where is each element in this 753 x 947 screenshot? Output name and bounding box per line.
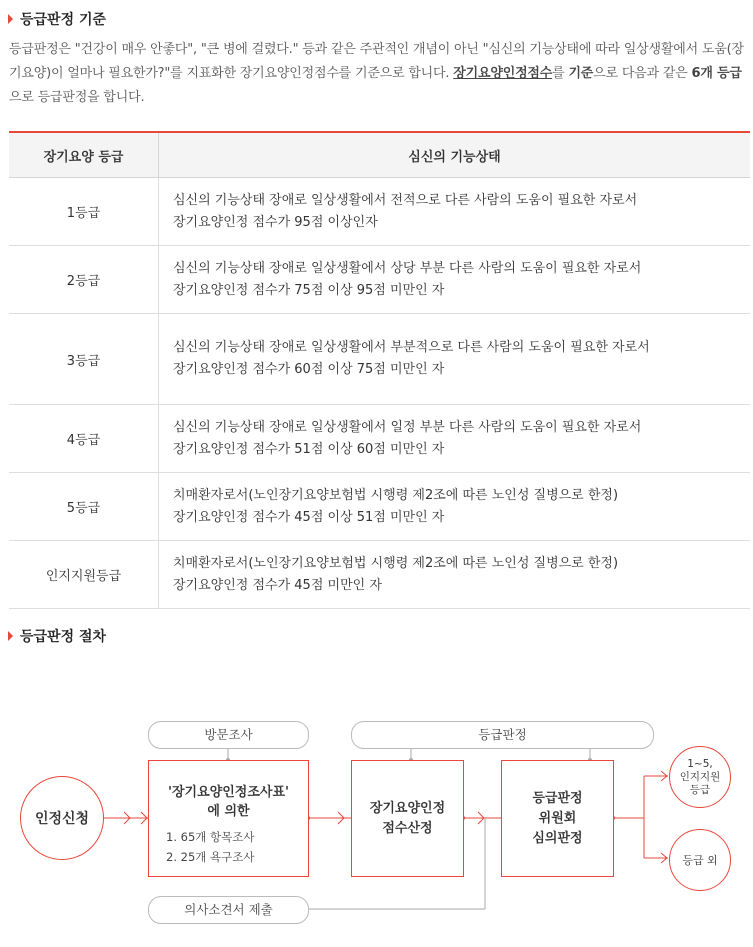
result2-label: 등급 외 xyxy=(682,854,718,867)
box1-item: 2. 25개 욕구조사 xyxy=(166,850,255,864)
grade-cell: 5등급 xyxy=(9,473,159,541)
grade-cell: 2등급 xyxy=(9,246,159,314)
section-title-text: 등급판정 절차 xyxy=(20,629,107,645)
header-grade: 장기요양 등급 xyxy=(9,132,159,178)
box2-line: 장기요양인정 xyxy=(369,800,446,816)
result1-line: 인지지원 xyxy=(679,770,721,783)
result-grade-circle xyxy=(669,746,731,808)
section-title-text: 등급판정 기준 xyxy=(20,12,107,28)
description-line: 치매환자로서(노인장기요양보험법 시행령 제2조에 따른 노인성 질병으로 한정) xyxy=(173,555,619,571)
description-line: 심신의 기능상태 장애로 일상생활에서 전적으로 다른 사람의 도움이 필요한 자로서 xyxy=(173,192,638,208)
intro-highlight-score: 장기요양인정점수 xyxy=(453,66,553,81)
intro-highlight-grades: 6개 등급 xyxy=(691,66,742,81)
box1-title: '장기요양인정조사표' xyxy=(168,785,289,800)
intro-text: 등급판정은 "건강이 매우 안좋다", "큰 병에 걸렸다." 등과 같은 주관적인 개념이 아닌 "심신의 기능상태에 따라 일상생활에서 도움(장기요양)이 얼마나 필요한가?"를 지표화한 장기요양인정점수를 기준으로 합니다. xyxy=(9,42,744,81)
description-line: 치매환자로서(노인장기요양보험법 시행령 제2조에 따른 노인성 질병으로 한정) xyxy=(173,487,619,503)
description-line: 장기요양인정 점수가 45점 미만인 자 xyxy=(173,577,382,593)
box3-line: 위원회 xyxy=(538,810,577,826)
grade-cell: 4등급 xyxy=(9,405,159,473)
box1-item: 1. 65개 항목조사 xyxy=(166,830,255,844)
result1-line: 1~5, xyxy=(687,757,713,770)
box3-line: 심의판정 xyxy=(532,830,583,846)
description-line: 장기요양인정 점수가 95점 이상인자 xyxy=(173,214,378,230)
grade-cell: 3등급 xyxy=(9,314,159,405)
intro-highlight-basis: 기준 xyxy=(568,66,594,81)
grade-cell: 인지지원등급 xyxy=(9,541,159,609)
box2-line: 점수산정 xyxy=(382,820,433,836)
description-line: 심신의 기능상태 장애로 일상생활에서 부분적으로 다른 사람의 도움이 필요한 자로서 xyxy=(173,340,650,355)
description-line: 장기요양인정 점수가 51점 이상 60점 미만인 자 xyxy=(173,441,445,457)
box-score-calculation xyxy=(351,760,464,877)
header-function-state: 심신의 기능상태 xyxy=(159,132,751,178)
start-label: 인정신청 xyxy=(34,811,90,827)
pill-visit-survey: 방문조사 xyxy=(148,721,309,749)
description-line: 심신의 기능상태 장애로 일상생활에서 일정 부분 다른 사람의 도움이 필요한 자로서 xyxy=(173,419,642,435)
result-out-of-grade-circle xyxy=(669,829,731,891)
box1-subtitle: 에 의한 xyxy=(207,804,250,819)
pill-doctor-opinion: 의사소견서 제출 xyxy=(148,896,309,924)
start-application-circle xyxy=(20,776,104,860)
description-line: 장기요양인정 점수가 75점 이상 95점 미만인 자 xyxy=(173,282,445,298)
grade-cell: 1등급 xyxy=(9,178,159,246)
box-committee-review xyxy=(501,760,614,877)
box3-line: 등급판정 xyxy=(532,790,583,806)
intro-text: 를 xyxy=(552,66,569,81)
description-line: 장기요양인정 점수가 60점 이상 75점 미만인 자 xyxy=(173,362,445,377)
intro-text: 으로 다음과 같은 xyxy=(593,66,692,81)
description-line: 심신의 기능상태 장애로 일상생활에서 상당 부분 다른 사람의 도움이 필요한 자로서 xyxy=(173,260,642,276)
box-survey xyxy=(148,760,309,877)
intro-text: 으로 등급판정을 합니다. xyxy=(9,90,145,105)
pill-grading: 등급판정 xyxy=(351,721,654,749)
result1-line: 등급 xyxy=(689,783,711,796)
description-line: 장기요양인정 점수가 45점 이상 51점 미만인 자 xyxy=(173,509,445,525)
